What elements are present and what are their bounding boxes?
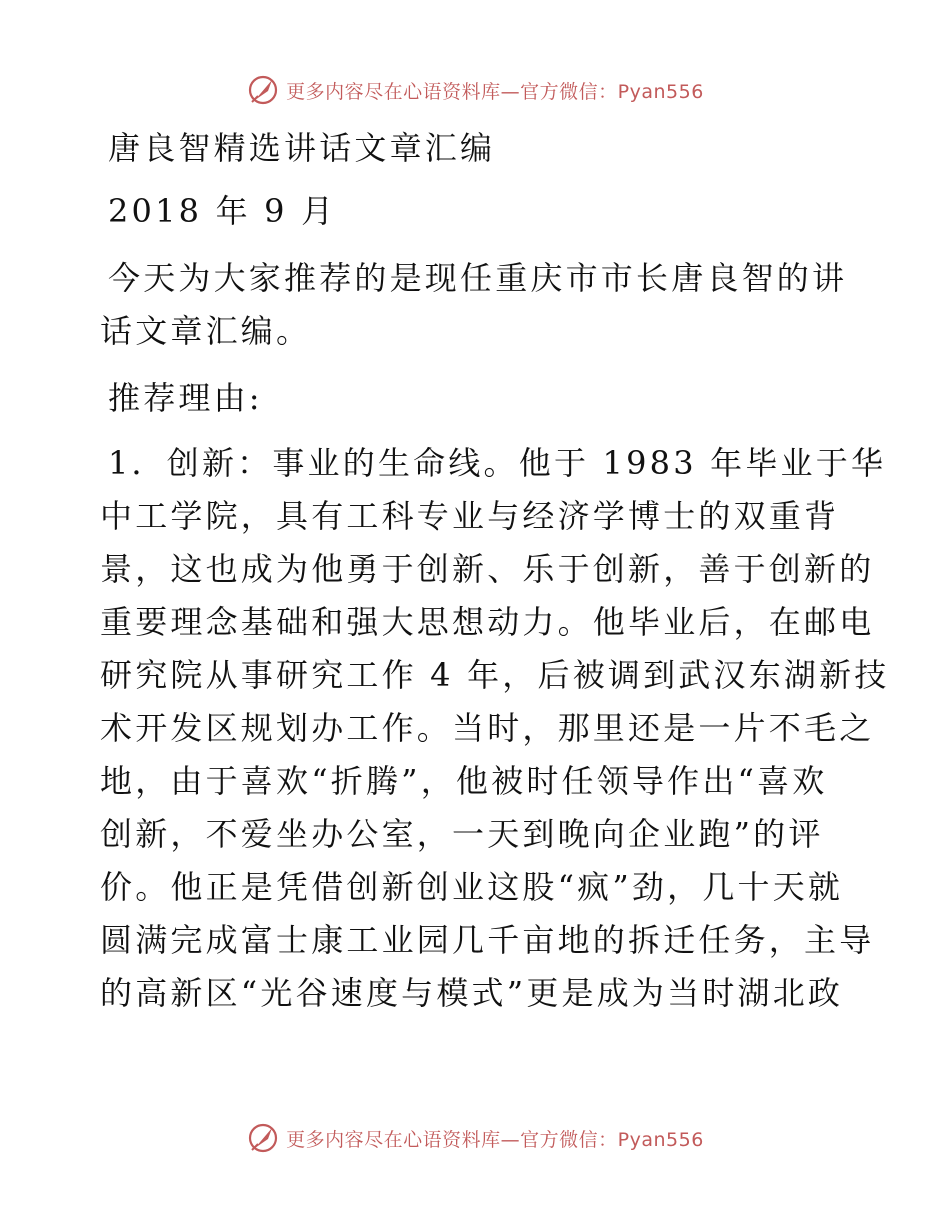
watermark-banner-bottom: [0, 1118, 950, 1158]
body-line: 1．创新：事业的生命线。他于 1983 年毕业于华: [108, 444, 887, 482]
reason-heading: 推荐理由:: [108, 379, 263, 417]
document-date: 2018 年 9 月: [108, 192, 337, 230]
body-line: 的高新区“光谷速度与模式”更是成为当时湖北政: [100, 974, 844, 1012]
document-body: [100, 118, 890, 1020]
reason-paragraph: [100, 437, 890, 1020]
watermark-text: 更多内容尽在心语资料库—官方微信：Pyan556: [286, 1128, 704, 1151]
intro-line: 话文章汇编。: [100, 312, 312, 350]
intro-line: 今天为大家推荐的是现任重庆市市长唐良智的讲: [108, 259, 848, 297]
body-line: 重要理念基础和强大思想动力。他毕业后，在邮电: [100, 603, 875, 641]
body-line: 研究院从事研究工作 4 年，后被调到武汉东湖新技: [100, 656, 890, 694]
body-line: 地，由于喜欢“折腾”，他被时任领导作出“喜欢: [100, 762, 828, 800]
watermark-banner-top: [0, 70, 950, 110]
body-line: 圆满完成富士康工业园几千亩地的拆迁任务，主导: [100, 921, 875, 959]
body-line: 景，这也成为他勇于创新、乐于创新，善于创新的: [100, 550, 875, 588]
body-line: 价。他正是凭借创新创业这股“疯”劲，几十天就: [100, 868, 844, 906]
body-line: 术开发区规划办工作。当时，那里还是一片不毛之: [100, 709, 875, 747]
body-line: 创新，不爱坐办公室，一天到晚向企业跑”的评: [100, 815, 824, 853]
document-title: 唐良智精选讲话文章汇编: [108, 129, 496, 167]
watermark-text: 更多内容尽在心语资料库—官方微信：Pyan556: [286, 80, 704, 103]
intro-paragraph: [100, 252, 850, 358]
body-line: 中工学院，具有工科专业与经济学博士的双重背: [100, 497, 840, 535]
quill-circle-logo-icon: [246, 73, 280, 107]
quill-circle-logo-icon: [246, 1121, 280, 1155]
